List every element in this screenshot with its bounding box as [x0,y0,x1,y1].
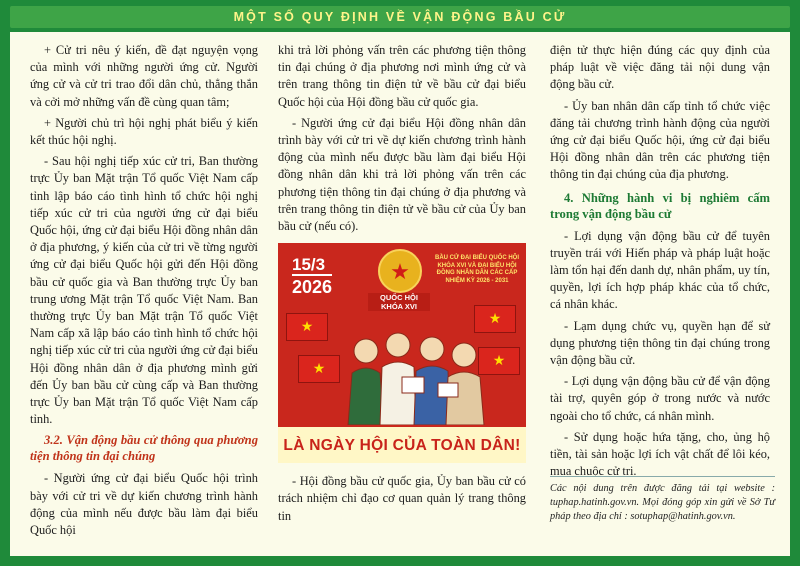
paragraph: + Cử tri nêu ý kiến, đề đạt nguyện vọng của mình với những người ứng cử. Người ứng cử và cử tri trao đổi dân chủ, thẳng thắn và cởi mở những vấn đề cùng quan tâm; [30,43,258,109]
paragraph: + Người chủ trì hội nghị phát biểu ý kiến kết thúc hội nghị. [30,115,258,148]
paragraph: - Lợi dụng vận động bầu cử để tuyên truyền trái với Hiến pháp và pháp luật hoặc làm tổn hại đến danh dự, nhân phẩm, uy tín, quyền, lợi ích hợp pháp khác của tổ chức, cá nhân khác. [550,228,770,312]
poster-date-day: 15/3 [292,255,326,275]
column-2 [278,42,526,529]
column-3 [550,42,770,484]
paragraph: - Sử dụng hoặc hứa tặng, cho, ủng hộ tiền, tài sản hoặc lợi ích vật chất để lôi kéo, mua chuộc cử tri. [550,429,770,479]
flag-icon: ★ [478,347,520,375]
paragraph: - Ủy ban nhân dân cấp tỉnh tổ chức việc đăng tải chương trình hành động của người ứng cử đại biểu Quốc hội, ứng cử đại biểu Hội đồng nhân dân trên các phương tiện thông tin đại chúng của địa phương. [550,98,770,182]
divider [550,476,775,477]
section-heading-4: 4. Những hành vi bị nghiêm cấm trong vận động bầu cử [550,190,770,221]
header-title: MỘT SỐ QUY ĐỊNH VỀ VẬN ĐỘNG BẦU CỬ [233,10,567,24]
voters-illustration [336,329,496,425]
election-poster [278,243,526,463]
poster-date-year: 2026 [292,274,332,297]
flag-icon: ★ [474,305,516,333]
poster-heading: BẦU CỬ ĐẠI BIỂU QUỐC HỘI KHÓA XVI VÀ ĐẠI BIỂU HỘI ĐỒNG NHÂN DÂN CÁC CẤP NHIỆM KỲ 2026 - 2031 [435,255,519,284]
poster-date [292,255,332,297]
poster-emblem-label: QUỐC HỘI KHÓA XVI [368,293,430,311]
paragraph: - Lợi dụng vận động bầu cử để vận động tài trợ, quyên góp ở trong nước và nước ngoài cho tổ chức, cá nhân mình. [550,374,770,423]
paragraph: - Sau hội nghị tiếp xúc cử tri, Ban thường trực Ủy ban Mặt trận Tổ quốc Việt Nam cấp tỉnh lập báo cáo tình hình tổ chức hội nghị tiếp xúc cử tri của người ứng cử đại biểu Quốc hội, ứng cử đại biểu Hội đồng nhân dân ở địa phương, ý kiến của cử tri về từng người ứng cử đại biểu Quốc hội gửi đến Hội đồng bầu cử quốc gia và Ban thường trực Ủy ban trung ương Mặt trận Tổ quốc Việt Nam. Ban thường trực Ủy ban Mặt trận Tổ quốc Việt Nam cấp xã lập báo cáo tình hình tổ chức hội nghị tiếp xúc cử tri của người ứng cử đại biểu Hội đồng nhân dân ở địa phương mình gửi đến Ủy ban bầu cử cùng cấp và Ban thường trực Ủy ban Mặt trận Tổ quốc Việt Nam cấp tỉnh. [30,154,258,427]
footnote [550,482,775,524]
paragraph: khi trả lời phỏng vấn trên các phương tiện thông tin đại chúng ở địa phương nơi mình ứng cử và trên trang thông tin điện tử về bầu cử đại biểu Quốc hội của Hội đồng bầu cử quốc gia. [278,43,526,109]
paragraph: - Người ứng cử đại biểu Hội đồng nhân dân trình bày với cử tri về dự kiến chương trình hành động của mình nếu được bầu làm đại biểu Hội đồng nhân dân khi trả lời phỏng vấn trên các phương tiện thông tin đại chúng ở địa phương và trên trang thông tin điện tử về bầu cử của Ủy ban bầu cử (nếu có). [278,115,526,234]
paragraph: - Hội đồng bầu cử quốc gia, Ủy ban bầu cử có trách nhiệm chỉ đạo cơ quan quản lý trang thông tin [278,474,526,523]
flag-icon: ★ [298,355,340,383]
paragraph: - Lạm dụng chức vụ, quyền hạn để sử dụng phương tiện thông tin đại chúng trong vận động bầu cử. [550,318,770,368]
paragraph: điện tử thực hiện đúng các quy định của pháp luật về việc đăng tải nội dung vận động bầu cử. [550,43,770,92]
section-heading-3-2: 3.2. Vận động bầu cử thông qua phương tiện thông tin đại chúng [30,433,258,464]
content-area [10,32,790,556]
paragraph: - Người ứng cử đại biểu Quốc hội trình bày với cử tri về dự kiến chương trình hành động của mình nếu được bầu làm đại biểu Quốc hội [30,471,258,538]
national-emblem-icon: ★ [378,249,422,293]
column-1 [30,42,258,543]
poster-slogan: LÀ NGÀY HỘI CỦA TOÀN DÂN! [278,427,526,463]
flag-icon: ★ [286,313,328,341]
header-bar [10,6,790,28]
footnote-text: Các nội dung trên được đăng tải tại website : tuphap.hatinh.gov.vn. Mọi đóng góp xin gửi về Sở Tư pháp theo địa chỉ : sotuphap@hatinh.gov.vn. [550,483,775,522]
